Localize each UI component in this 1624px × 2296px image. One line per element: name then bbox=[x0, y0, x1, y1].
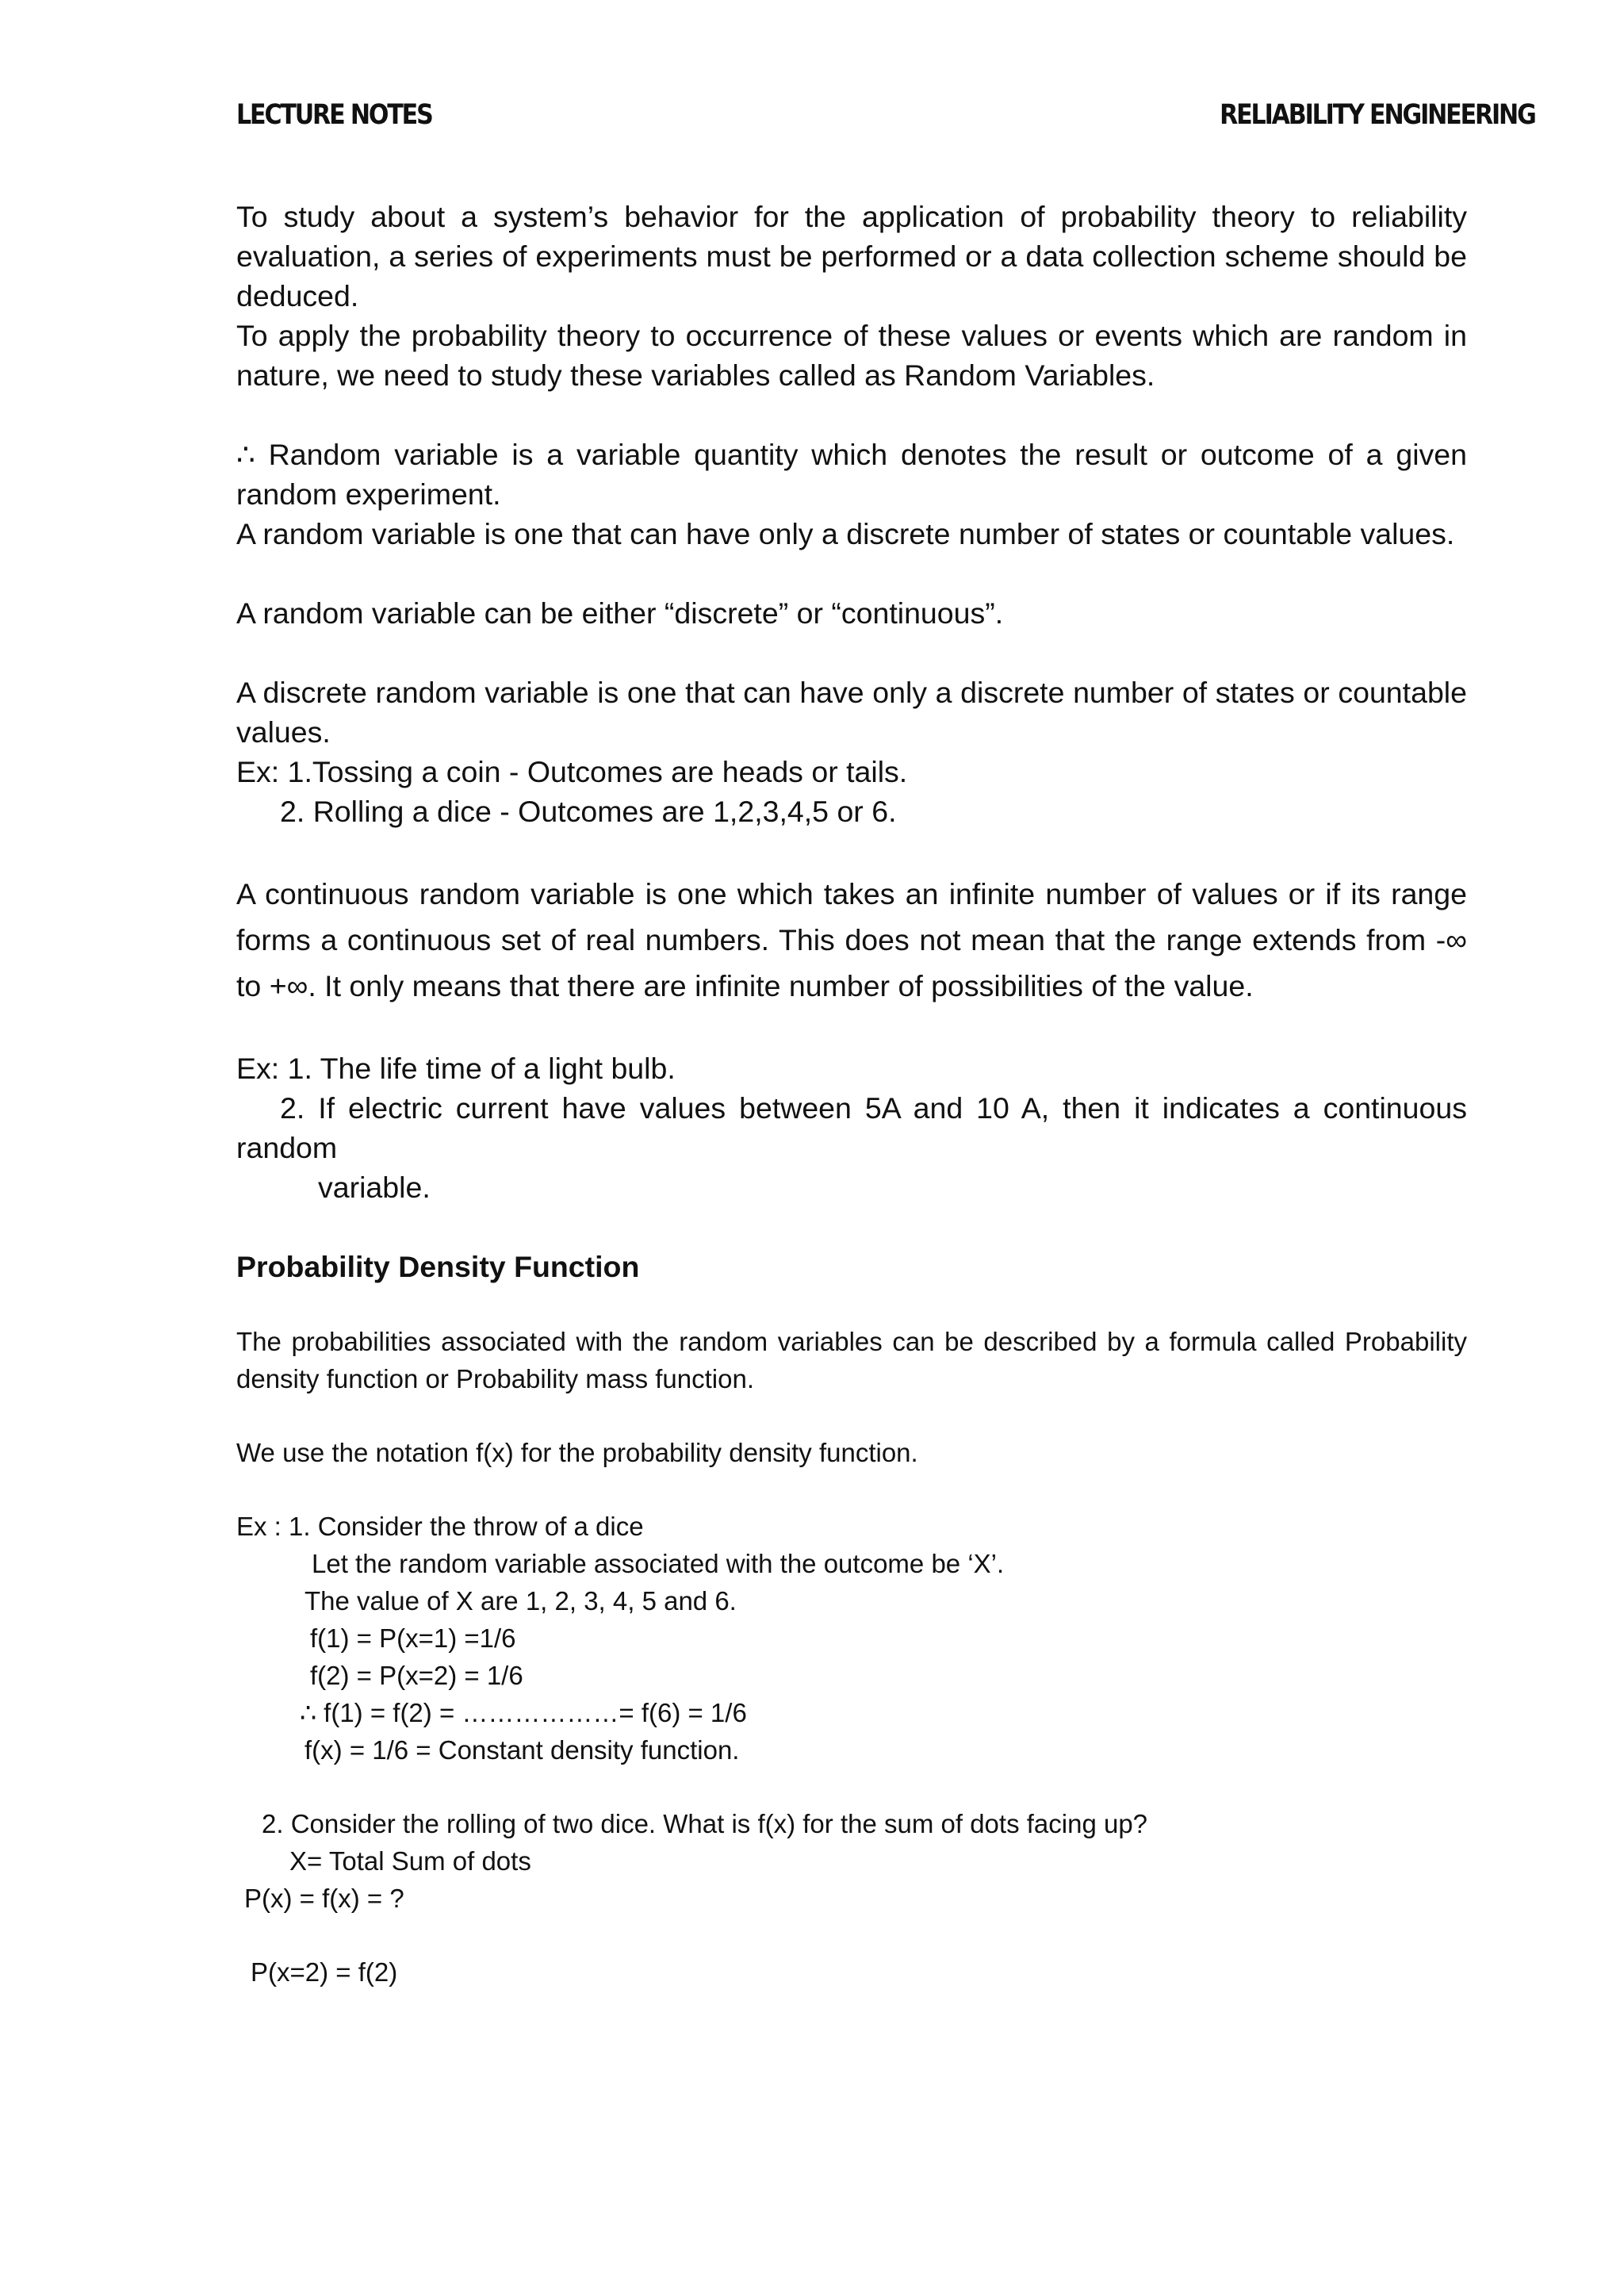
header-right-title: RELIABILITY ENGINEERING bbox=[1220, 99, 1535, 131]
example2-line3: P(x) = f(x) = ? bbox=[244, 1884, 404, 1913]
document-body bbox=[236, 197, 1467, 1991]
paragraph-random-variable-discrete: A random variable is one that can have only a discrete number of states or countable values. bbox=[236, 517, 1455, 550]
example2-line1: 2. Consider the rolling of two dice. What is f(x) for the sum of dots facing up? bbox=[262, 1809, 1148, 1838]
example-light-bulb: Ex: 1. The life time of a light bulb. bbox=[236, 1052, 676, 1085]
paragraph-discrete-or-continuous: A random variable can be either “discrete” or “continuous”. bbox=[236, 596, 1004, 630]
paragraph-discrete-definition: A discrete random variable is one that can have only a discrete number of states or countable values. bbox=[236, 676, 1467, 749]
paragraph-random-variable-definition: ∴ Random variable is a variable quantity which denotes the result or outcome of a given random experiment. bbox=[236, 438, 1467, 511]
header-left-title: LECTURE NOTES bbox=[236, 99, 432, 131]
page-header bbox=[236, 99, 1535, 139]
section-paragraph-pdf: The probabilities associated with the random variables can be described by a formula called Probability density function or Probability mass function. bbox=[236, 1327, 1467, 1393]
example1-line1: Ex : 1. Consider the throw of a dice bbox=[236, 1512, 644, 1541]
paragraph-random-variables: To apply the probability theory to occurrence of these values or events which are random in nature, we need to study these variables called as Random Variables. bbox=[236, 319, 1467, 392]
example1-line7: f(x) = 1/6 = Constant density function. bbox=[304, 1735, 740, 1765]
example1-line5: f(2) = P(x=2) = 1/6 bbox=[310, 1661, 523, 1690]
example2-line2: X= Total Sum of dots bbox=[289, 1846, 531, 1876]
example-two-dice bbox=[236, 1805, 1467, 1991]
example-current-line-2: random bbox=[236, 1131, 338, 1164]
example-coin: Ex: 1.Tossing a coin - Outcomes are heads or tails. bbox=[236, 755, 908, 788]
example-dice: 2. Rolling a dice - Outcomes are 1,2,3,4,5 or 6. bbox=[280, 795, 897, 828]
continuous-line-2: forms a continuous set of real numbers. This does not mean that the range extends from -∞ bbox=[236, 923, 1467, 956]
example1-line2: Let the random variable associated with the outcome be ‘X’. bbox=[312, 1549, 1005, 1578]
example-current-line-3: variable. bbox=[318, 1171, 431, 1204]
continuous-line-3: to +∞. It only means that there are infinite number of possibilities of the value. bbox=[236, 969, 1254, 1002]
example1-line6: ∴ f(1) = f(2) = ………………= f(6) = 1/6 bbox=[300, 1698, 747, 1727]
example1-line3: The value of X are 1, 2, 3, 4, 5 and 6. bbox=[304, 1586, 737, 1616]
example-dice-throw bbox=[236, 1508, 1467, 1769]
example2-line4: P(x=2) = f(2) bbox=[251, 1957, 398, 1987]
example-current-line-1: 2. If electric current have values between 5A and 10 A, then it indicates a continuous bbox=[280, 1091, 1467, 1125]
paragraph-intro: To study about a system’s behavior for the application of probability theory to reliability evaluation, a series of experiments must be performed or a data collection scheme should be deduced. bbox=[236, 200, 1467, 312]
section-paragraph-notation: We use the notation f(x) for the probability density function. bbox=[236, 1438, 918, 1467]
example1-line4: f(1) = P(x=1) =1/6 bbox=[310, 1623, 516, 1653]
continuous-line-1: A continuous random variable is one which takes an infinite number of values or if its range bbox=[236, 877, 1467, 910]
section-heading: Probability Density Function bbox=[236, 1250, 640, 1283]
